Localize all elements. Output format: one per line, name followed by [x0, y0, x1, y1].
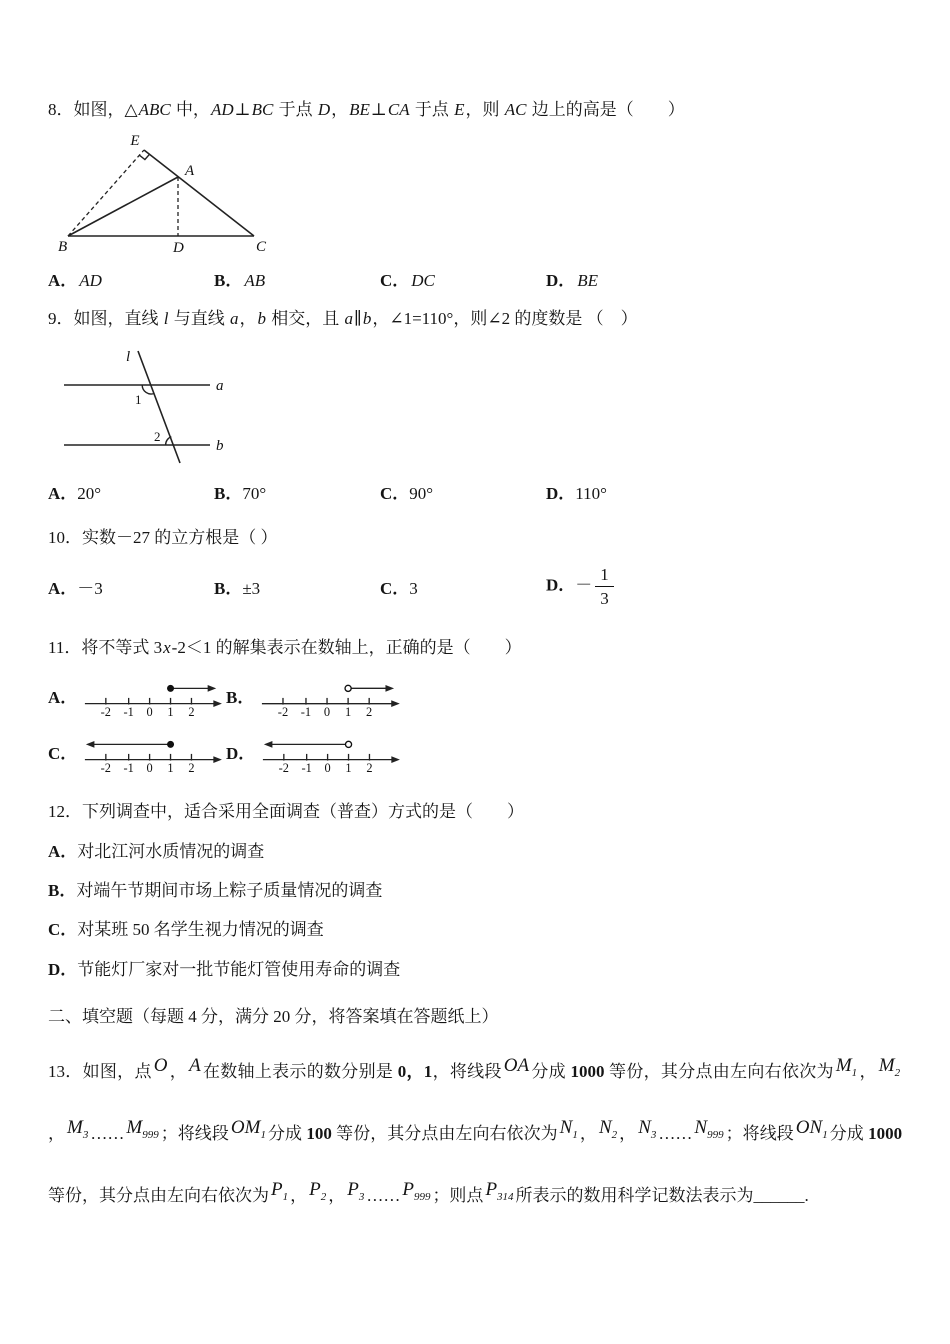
option-text: 对某班 50 名学生视力情况的调查: [77, 920, 324, 940]
option-text: 对端午节期间市场上粽子质量情况的调查: [76, 881, 383, 901]
option-text: 对北江河水质情况的调查: [77, 841, 265, 861]
question-10: [48, 524, 902, 610]
closed-endpoint-dot: [168, 741, 174, 747]
vertex-label-a: A: [185, 163, 195, 180]
question-8-option-c: [380, 266, 546, 291]
question-10-options: [48, 564, 902, 610]
vertex-label-c: C: [256, 239, 267, 255]
closed-endpoint-dot: [168, 685, 174, 691]
question-11-row-2: [48, 730, 902, 774]
number-line-figure-a: [83, 674, 226, 718]
line-label-b: b: [216, 438, 224, 455]
section-2-header: 二、填空题（每题 4 分，满分 20 分，将答案填在答题纸上）: [48, 1007, 499, 1027]
option-label: C．: [48, 920, 78, 940]
question-8-stem: 8．如图，△ABC 中，AD⊥BC 于点 D，BE⊥CA 于点 E，则 AC 边上的高是（ ）: [48, 100, 685, 119]
question-9-option-b: [214, 479, 380, 504]
option-label: A．: [48, 841, 78, 861]
question-8-option-d: [546, 266, 598, 291]
question-10-option-d: [546, 564, 614, 610]
question-9-option-c: [380, 479, 546, 504]
option-text: 70°: [242, 484, 267, 504]
question-11-option-d: [226, 730, 404, 774]
fraction: [595, 564, 614, 610]
number-line-figure-c: [83, 730, 226, 774]
tick-label: -2: [100, 704, 112, 718]
question-8-option-a: [48, 266, 214, 291]
angle-label-2: 2: [154, 429, 161, 445]
open-endpoint-dot: [345, 685, 351, 691]
tick-label: 2: [366, 760, 373, 774]
question-9: [48, 305, 902, 504]
tick-label: -2: [278, 760, 290, 774]
option-label: B．: [214, 484, 243, 504]
option-text: AD: [79, 271, 102, 291]
option-text: AB: [244, 271, 266, 291]
tick-label: 0: [324, 704, 331, 718]
question-12: [48, 798, 902, 983]
option-label: C．: [380, 579, 410, 599]
question-8-figure: [56, 132, 271, 254]
tick-label: 1: [345, 760, 352, 774]
question-12-option-d: [48, 957, 902, 983]
option-text: 110°: [575, 484, 607, 504]
option-label: D．: [546, 484, 576, 504]
option-label: C．: [48, 744, 78, 764]
number-line-figure-d: [261, 730, 404, 774]
question-11-row-1: [48, 674, 902, 718]
tick-label: -1: [123, 704, 135, 718]
question-12-stem: 12．下列调查中，适合采用全面调查（普查）方式的是（ ）: [48, 801, 524, 821]
option-text: BE: [577, 271, 599, 291]
question-10-option-c: [380, 574, 546, 599]
option-label: C．: [380, 271, 410, 291]
line-label-a: a: [216, 378, 224, 395]
option-label: D．: [546, 271, 576, 291]
question-13-text: 13．如图，点 O ， A 在数轴上表示的数分别是 0，1，将线段 OA 分成 1000 等份，其分点由左向右依次为 $M_1$ ， $M_2$， $M_3$ …… $M_{999}$ ；将线段 $OM_1$ 分成 100 等份，其分点由左向右依次为 $N_1$ ， $N_2$ ， $N_3$ …… $N_{999}$ ；将线段 $ON_1$ 分成 1000 等份，其分点由左向右依次为 $P_1$ ， $P_2$ ， $P_3$ …… $P_{999}$ ；则点 $P_{314}$ 所表示的数用科学记数法表示为______.: [48, 1055, 903, 1206]
question-9-figure: [58, 347, 238, 467]
line-label-l: l: [126, 349, 131, 366]
vertex-label-b: B: [58, 239, 68, 255]
question-12-option-a: [48, 839, 902, 865]
question-9-option-a: [48, 479, 214, 504]
vertex-label-e: E: [130, 133, 140, 150]
tick-label: 0: [324, 760, 331, 774]
tick-label: 1: [167, 760, 174, 774]
option-text: 节能灯厂家对一批节能灯管使用寿命的调查: [77, 959, 401, 979]
question-8-options: [48, 266, 902, 291]
question-8-option-b: [214, 266, 380, 291]
tick-label: 2: [366, 704, 373, 718]
question-8: [48, 96, 902, 291]
option-text: ±3: [242, 579, 261, 599]
tick-label: 2: [188, 760, 195, 774]
question-11-option-b: [226, 674, 404, 718]
option-label: B．: [214, 271, 243, 291]
question-12-option-b: [48, 878, 902, 904]
option-label: A．: [48, 688, 78, 708]
question-10-stem: 10．实数－27 的立方根是（ ）: [48, 528, 278, 548]
question-10-option-b: [214, 574, 380, 599]
tick-label: 1: [167, 704, 174, 718]
fraction-denominator: 3: [600, 589, 609, 609]
option-label: B．: [226, 688, 255, 708]
fraction-numerator: 1: [595, 564, 614, 587]
question-9-option-d: [546, 479, 607, 504]
option-label: D．: [546, 575, 576, 595]
option-label: A．: [48, 484, 78, 504]
option-text: －3: [77, 579, 103, 599]
option-label: D．: [48, 959, 78, 979]
question-12-option-c: [48, 917, 902, 943]
option-label: B．: [214, 579, 243, 599]
tick-label: 0: [146, 760, 153, 774]
number-line-figure-b: [260, 674, 404, 718]
option-label: A．: [48, 271, 78, 291]
question-10-option-a: [48, 574, 214, 599]
option-label: B．: [48, 881, 77, 901]
question-11-option-a: [48, 674, 226, 718]
angle-label-1: 1: [135, 392, 142, 408]
option-text: 90°: [409, 484, 434, 504]
tick-label: 2: [188, 704, 195, 718]
minus-sign: －: [575, 575, 593, 595]
question-11-stem: 11．将不等式 3x-2＜1 的解集表示在数轴上，正确的是（ ）: [48, 637, 522, 657]
option-text: 3: [409, 579, 418, 599]
tick-label: -2: [100, 760, 112, 774]
tick-label: -1: [123, 760, 135, 774]
question-9-stem: 9．如图，直线 l 与直线 a，b 相交，且 a∥b，∠1=110°，则∠2 的度数是 （ ）: [48, 309, 638, 329]
option-text: 20°: [77, 484, 102, 504]
option-label: D．: [226, 744, 256, 764]
open-endpoint-dot: [346, 741, 352, 747]
question-9-options: [48, 479, 902, 504]
tick-label: 0: [146, 704, 153, 718]
question-11-option-c: [48, 730, 226, 774]
option-label: A．: [48, 579, 78, 599]
option-label: C．: [380, 484, 410, 504]
vertex-label-d: D: [173, 240, 184, 255]
question-11: [48, 634, 902, 774]
tick-label: -1: [301, 704, 312, 718]
tick-label: 1: [345, 704, 352, 718]
option-text: DC: [411, 271, 435, 291]
tick-label: -1: [301, 760, 313, 774]
tick-label: -2: [278, 704, 289, 718]
